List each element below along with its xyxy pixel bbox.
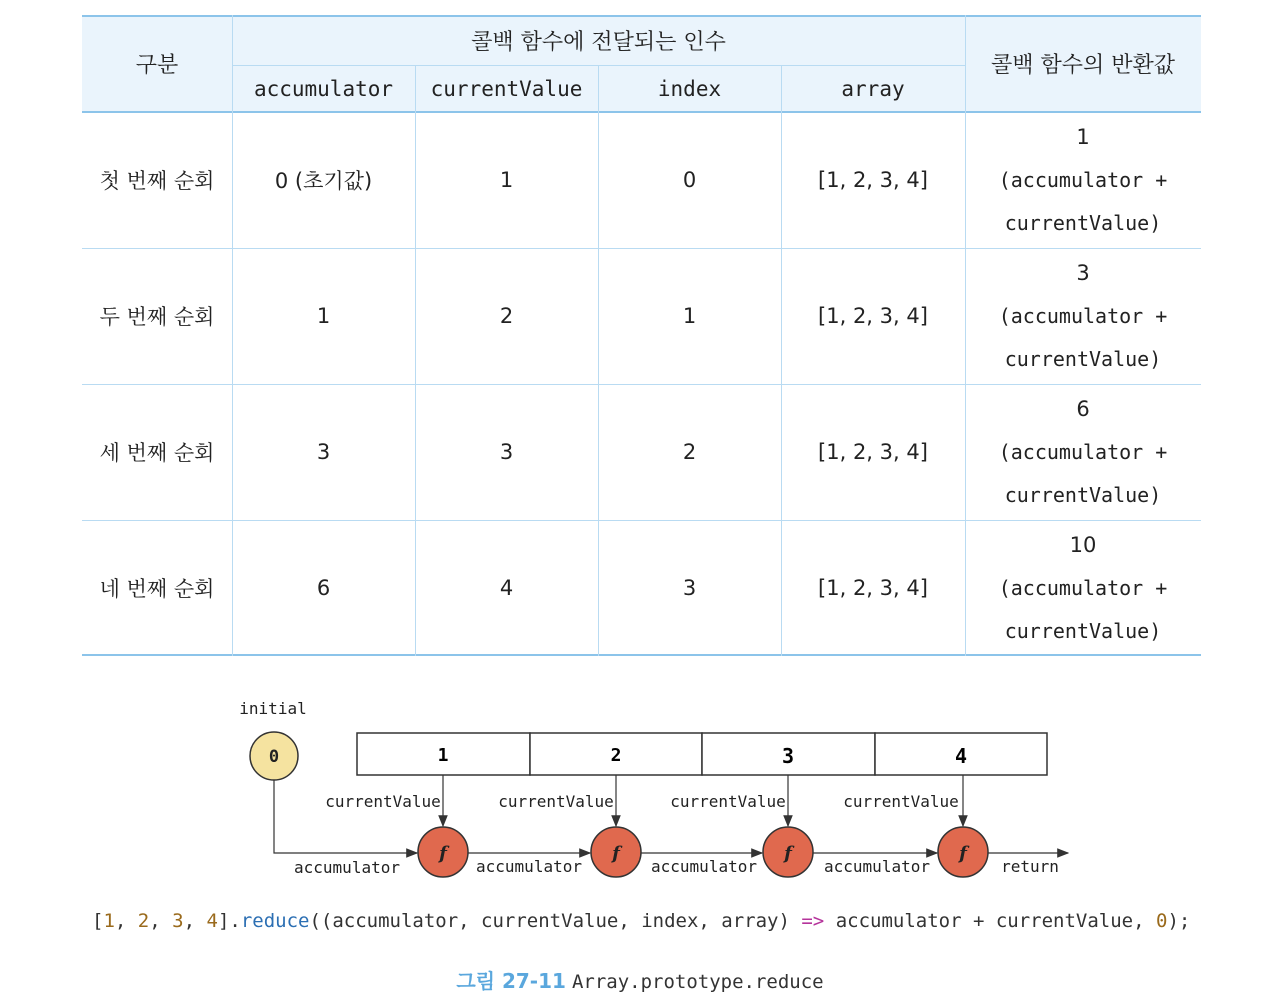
row-divider	[82, 384, 1201, 385]
row-4-return-line2: currentValue)	[1004, 618, 1162, 643]
row-1-return-value: 1	[1076, 124, 1090, 149]
code-number: 3	[172, 910, 184, 932]
header-category: 구분	[82, 15, 232, 112]
function-symbol: f	[439, 843, 447, 864]
array-item-1: 1	[437, 745, 449, 766]
header-return: 콜백 함수의 반환값	[965, 15, 1201, 112]
accumulator-label: accumulator	[476, 857, 582, 876]
code-number: 4	[206, 910, 218, 932]
accumulator-label: accumulator	[651, 857, 757, 876]
code-token: ].	[217, 910, 241, 932]
row-1-return-line1: (accumulator +	[998, 167, 1168, 192]
column-divider	[415, 65, 416, 656]
row-3-current-value: 3	[499, 440, 514, 464]
row-3-return-line2: currentValue)	[1004, 482, 1162, 507]
column-divider	[232, 15, 233, 656]
row-3-array: [1, 2, 3, 4]	[818, 440, 928, 464]
row-3-return-value: 6	[1076, 396, 1090, 421]
figure-title: Array.prototype.reduce	[571, 971, 824, 993]
table-top-border	[82, 15, 1201, 17]
header-current-value: currentValue	[415, 65, 598, 112]
row-2-index: 1	[682, 304, 697, 328]
code-number: 0	[1155, 910, 1168, 932]
figure-label: 그림 27-11	[456, 969, 566, 993]
array-item-4: 4	[954, 744, 968, 768]
reduce-flow-svg	[0, 680, 1280, 890]
code-token: [	[92, 910, 104, 932]
row-2-return	[965, 248, 1201, 384]
row-4-label: 네 번째 순회	[99, 577, 215, 601]
row-2-label: 두 번째 순회	[99, 305, 215, 329]
array-item-2: 2	[610, 745, 622, 766]
row-2-return-line2: currentValue)	[1004, 346, 1162, 371]
current-value-label: currentValue	[498, 792, 614, 811]
code-token: accumulator + currentValue,	[824, 910, 1156, 932]
header-accumulator: accumulator	[232, 65, 415, 112]
row-4-return-line1: (accumulator +	[998, 575, 1168, 600]
code-number: 1	[103, 910, 115, 932]
row-1-return	[965, 112, 1201, 248]
initial-value: 0	[268, 747, 280, 767]
table-bottom-border	[82, 654, 1201, 656]
row-3-label: 세 번째 순회	[99, 441, 215, 465]
row-1-index: 0	[682, 168, 697, 192]
row-3-return-line1: (accumulator +	[998, 439, 1168, 464]
accumulator-label: accumulator	[294, 858, 400, 877]
code-method: reduce	[240, 910, 310, 932]
function-symbol: f	[784, 843, 792, 864]
reduce-flow-diagram	[0, 680, 1280, 890]
reduce-iteration-table	[82, 15, 1201, 656]
row-1-accumulator: 0 (초기값)	[274, 169, 373, 193]
code-token: );	[1167, 910, 1191, 932]
row-4-accumulator: 6	[316, 576, 331, 600]
figure-caption	[0, 965, 1280, 994]
row-1-return-line2: currentValue)	[1004, 210, 1162, 235]
array-item-3: 3	[781, 744, 795, 768]
row-3-accumulator: 3	[316, 440, 331, 464]
column-divider	[598, 65, 599, 656]
header-array: array	[781, 65, 965, 112]
function-symbol: f	[959, 843, 967, 864]
header-bottom-border	[82, 111, 1201, 113]
row-2-accumulator: 1	[316, 304, 331, 328]
row-3-return	[965, 384, 1201, 520]
function-symbol: f	[612, 843, 620, 864]
code-token: ((accumulator, currentValue, index, array)	[309, 910, 802, 932]
code-token: ,	[183, 910, 207, 932]
accumulator-label: accumulator	[824, 857, 930, 876]
column-divider	[965, 15, 966, 656]
row-2-return-line1: (accumulator +	[998, 303, 1168, 328]
code-number: 2	[137, 910, 150, 932]
row-2-current-value: 2	[499, 304, 514, 328]
column-divider	[781, 65, 782, 656]
initial-label: initial	[239, 699, 307, 718]
row-4-current-value: 4	[499, 576, 514, 600]
initial-accumulator-arrow	[274, 780, 417, 853]
row-1-label: 첫 번째 순회	[99, 169, 215, 193]
row-3-index: 2	[682, 440, 697, 464]
current-value-label: currentValue	[325, 792, 441, 811]
return-label: return	[1001, 857, 1059, 876]
row-4-index: 3	[682, 576, 697, 600]
code-arrow: =>	[801, 910, 825, 932]
row-1-current-value: 1	[499, 168, 514, 192]
current-value-label: currentValue	[670, 792, 786, 811]
header-index: index	[598, 65, 781, 112]
current-value-label: currentValue	[843, 792, 959, 811]
row-divider	[82, 520, 1201, 521]
row-4-return-value: 10	[1069, 532, 1097, 557]
row-2-array: [1, 2, 3, 4]	[818, 304, 928, 328]
row-1-array: [1, 2, 3, 4]	[818, 168, 928, 192]
row-4-return	[965, 520, 1201, 656]
header-args-group: 콜백 함수에 전달되는 인수	[232, 15, 965, 65]
code-token: ,	[114, 910, 138, 932]
row-4-array: [1, 2, 3, 4]	[818, 576, 928, 600]
row-2-return-value: 3	[1076, 260, 1090, 285]
code-token: ,	[149, 910, 173, 932]
reduce-code-line	[92, 910, 1190, 932]
row-divider	[82, 248, 1201, 249]
